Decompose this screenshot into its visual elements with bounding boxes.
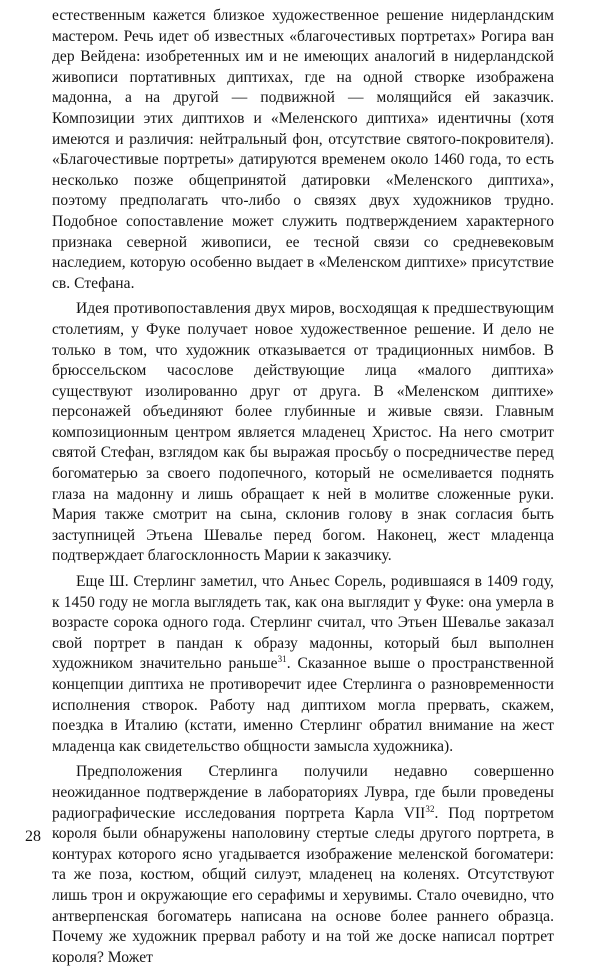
body-text [52, 6, 554, 968]
paragraph-text: Еще Ш. Стерлинг заметил, что Аньес Сорель, родившаяся в 1409 году, к 1450 году не могла выглядеть так, как она выглядит у Фуке: она умерла в возрасте сорока одного года. Стерлинг считал, что Этьен Шевалье заказал свой портрет в пандан к образу мадонны, который был выполнен художником значительно раньше [52, 573, 554, 673]
footnote-marker[interactable]: 32 [425, 803, 435, 814]
footnote-marker[interactable]: 31 [277, 654, 287, 665]
paragraph-continuation [52, 6, 554, 294]
paragraph-text: Идея противопоставления двух миров, восходящая к предшествующим столетиям, у Фуке получает новое художественное решение. И дело не только в том, что художник отказывается от традиционных нимбов. В брюссельском часослове действующие лица «малого диптиха» существуют изолированно друг от друга. В «Меленском диптихе» персонажей объединяют более глубинные и живые связи. Главным композиционным центром является младенец Христос. На него смотрит святой Стефан, взглядом как бы выражая просьбу о посредничестве перед богоматерью за своего подопечного, который не осмеливается поднять глаза на мадонну и лишь обращает к ней в молитве сложенные руки. Мария также смотрит на сына, склонив голову в знак согласия быть заступницей Этьена Шевалье перед богом. Наконец, жест младенца подтверждает благосклонность Марии к заказчику. [52, 300, 554, 565]
paragraph-louvre [52, 762, 554, 968]
paragraph-two-worlds [52, 299, 554, 567]
paragraph-sterling [52, 572, 554, 757]
paragraph-text: Предположения Стерлинга получили недавно совершенно неожиданное подтверждение в лабораториях Лувра, где были проведены радиографические исследования портрета Карла VII [52, 763, 554, 822]
paragraph-text: . Сказанное выше о пространственной концепции диптиха не противоречит идее Стерлинга о разновременности исполнения створок. Работу над диптихом могла прервать, скажем, поездка в Италию (кстати, именно Стерлинг обратил внимание на жест младенца как свидетельство общности замысла художника). [52, 655, 554, 755]
paragraph-text: . Под портретом короля были обнаружены наполовину стертые следы другого портрета, в контурах которого ясно угадывается изображение меленской богоматери: та же поза, костюм, общий силуэт, младенец на коленях. Отсутствуют лишь трон и окружающие его серафимы и херувимы. Стало очевидно, что антверпенская богоматерь написана на основе более раннего образца. Почему же художник прервал работу и на той же доске написал портрет короля? Может [52, 804, 554, 966]
paragraph-text: естественным кажется близкое художественное решение нидерландским мастером. Речь идет об известных «благочестивых портретах» Рогира ван дер Вейдена: изобретенных им и не имеющих аналогий в нидерландской живописи портативных диптихах, где на одной створке изображена мадонна, а на другой — подвижной — молящийся ей заказчик. Композиции этих диптихов и «Меленского диптиха» идентичны (хотя имеются и различия: нейтральный фон, отсутствие святого-покровителя). «Благочестивые портреты» датируются временем около 1460 года, то есть несколько позже общепринятой датировки «Меленского диптиха», поэтому предполагать что-либо о связях двух художников трудно. Подобное сопоставление может служить подтверждением характерного признака северной живописи, ее тесной связи со средневековым наследием, которую особенно выдает в «Меленском диптихе» присутствие св. Стефана. [52, 7, 554, 292]
page-number: 28 [25, 828, 41, 845]
